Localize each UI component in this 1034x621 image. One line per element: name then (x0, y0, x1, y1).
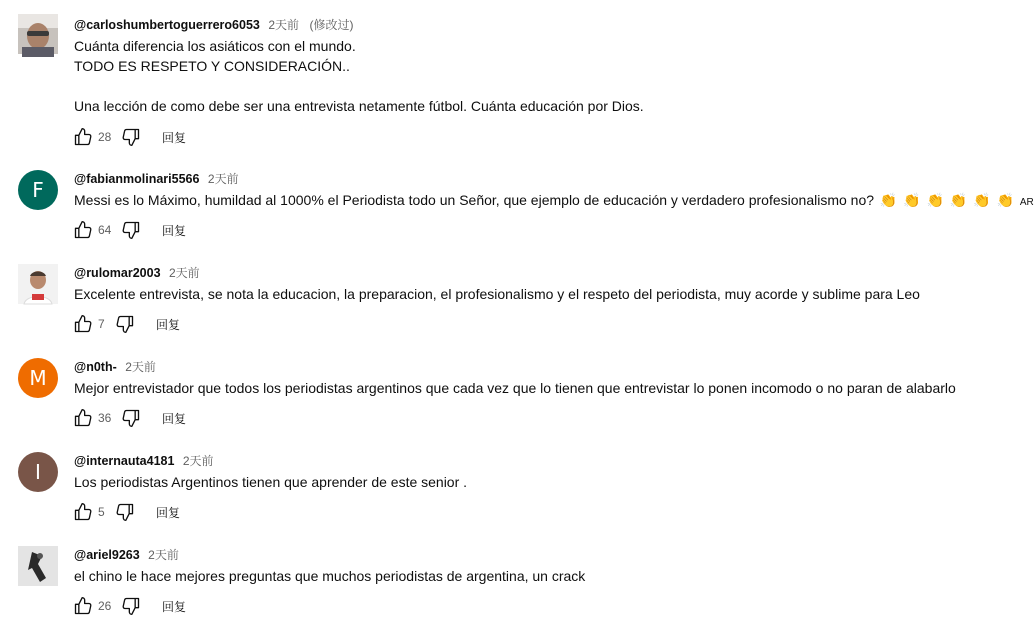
thumb-up-icon[interactable] (72, 126, 94, 148)
comment-header (74, 358, 156, 376)
comment-text (74, 190, 1034, 213)
thumb-down-icon[interactable] (114, 313, 136, 335)
reply-button[interactable]: 回复 (156, 505, 181, 520)
avatar-letter: I (35, 460, 41, 484)
comment-header (74, 16, 353, 34)
reply-button[interactable]: 回复 (156, 317, 181, 332)
clap-emoji: 👏 (996, 192, 1014, 208)
clap-emoji: 👏 (973, 192, 991, 208)
comment-actions (72, 126, 186, 148)
thumb-up-icon[interactable] (72, 407, 94, 429)
comment-line: Excelente entrevista, se nota la educacion, la preparacion, el profesionalismo y el respeto del periodista, muy acorde y sublime para Leo (74, 286, 920, 302)
emoji-group (878, 190, 1034, 213)
comment-text (74, 566, 1014, 586)
comment-text (74, 378, 1014, 398)
thumb-down-icon[interactable] (120, 595, 142, 617)
thumb-down-icon[interactable] (120, 126, 142, 148)
comment-line: el chino le hace mejores preguntas que muchos periodistas de argentina, un crack (74, 568, 586, 584)
author-name[interactable]: @rulomar2003 (74, 266, 161, 280)
comment-header (74, 452, 214, 470)
comment-text (74, 472, 1014, 492)
thumb-down-icon[interactable] (114, 501, 136, 523)
country-code: AR (1019, 197, 1034, 208)
timestamp[interactable]: 2天前 (182, 454, 214, 468)
thumb-down-icon[interactable] (120, 219, 142, 241)
timestamp[interactable]: 2天前 (207, 172, 239, 186)
like-count: 64 (98, 223, 112, 237)
reply-button[interactable]: 回复 (162, 130, 187, 145)
author-name[interactable]: @carloshumbertoguerrero6053 (74, 18, 260, 32)
like-count: 36 (98, 411, 112, 425)
timestamp[interactable]: 2天前 (169, 266, 200, 280)
author-name[interactable]: @ariel9263 (74, 548, 140, 562)
clap-emoji: 👏 (949, 192, 968, 208)
comment-line (74, 190, 1034, 213)
comment-line (74, 76, 1014, 96)
comment-line-text: Messi es lo Máximo, humildad al 1000% el Periodista todo un Señor, que ejemplo de educación y verdadero profesionalismo no? (74, 192, 875, 208)
like-count: 28 (98, 130, 112, 144)
comment-line: Una lección de como debe ser una entrevista netamente fútbol. Cuánta educación por Dios. (74, 98, 644, 114)
comment-line: Mejor entrevistador que todos los periodistas argentinos que cada vez que lo tienen que entrevistar lo ponen incomodo o no paran de alabarlo (74, 380, 956, 396)
timestamp[interactable]: 2天前 (125, 360, 156, 374)
comment-actions (72, 595, 186, 617)
avatar-letter: F (32, 178, 44, 202)
comment-line: Cuánta diferencia los asiáticos con el mundo. (74, 38, 356, 54)
edited-label: (修改过) (309, 18, 354, 32)
timestamp[interactable]: 2天前 (268, 18, 300, 32)
avatar[interactable] (18, 546, 58, 586)
thumb-down-icon[interactable] (120, 407, 142, 429)
clap-emoji: 👏 (879, 192, 898, 208)
comment-header (74, 546, 179, 564)
comment-line: TODO ES RESPETO Y CONSIDERACIÓN.. (74, 58, 350, 74)
author-name[interactable]: @fabianmolinari5566 (74, 172, 200, 186)
thumb-up-icon[interactable] (72, 219, 94, 241)
reply-button[interactable]: 回复 (162, 223, 187, 238)
comment-header (74, 264, 200, 282)
avatar[interactable] (18, 14, 58, 54)
clap-emoji: 👏 (926, 192, 945, 208)
comment-actions (72, 501, 180, 523)
like-count: 7 (98, 317, 105, 331)
reply-button[interactable]: 回复 (162, 411, 187, 426)
comment-actions (72, 219, 186, 241)
comment-actions (72, 313, 180, 335)
comment-actions (72, 407, 186, 429)
like-count: 26 (98, 599, 112, 613)
reply-button[interactable]: 回复 (162, 599, 187, 614)
author-name[interactable]: @internauta4181 (74, 454, 175, 468)
avatar[interactable] (18, 358, 58, 398)
comment-header (74, 170, 239, 188)
comment-text (74, 36, 1014, 116)
author-name[interactable]: @n0th- (74, 360, 117, 374)
avatar[interactable] (18, 452, 58, 492)
timestamp[interactable]: 2天前 (148, 548, 179, 562)
thumb-up-icon[interactable] (72, 313, 94, 335)
comment-text (74, 284, 1014, 304)
avatar-letter: M (29, 366, 47, 390)
thumb-up-icon[interactable] (72, 595, 94, 617)
avatar[interactable] (18, 264, 58, 304)
avatar[interactable] (18, 170, 58, 210)
like-count: 5 (98, 505, 105, 519)
thumb-up-icon[interactable] (72, 501, 94, 523)
comment-line: Los periodistas Argentinos tienen que aprender de este senior . (74, 474, 468, 490)
clap-emoji: 👏 (903, 192, 921, 208)
